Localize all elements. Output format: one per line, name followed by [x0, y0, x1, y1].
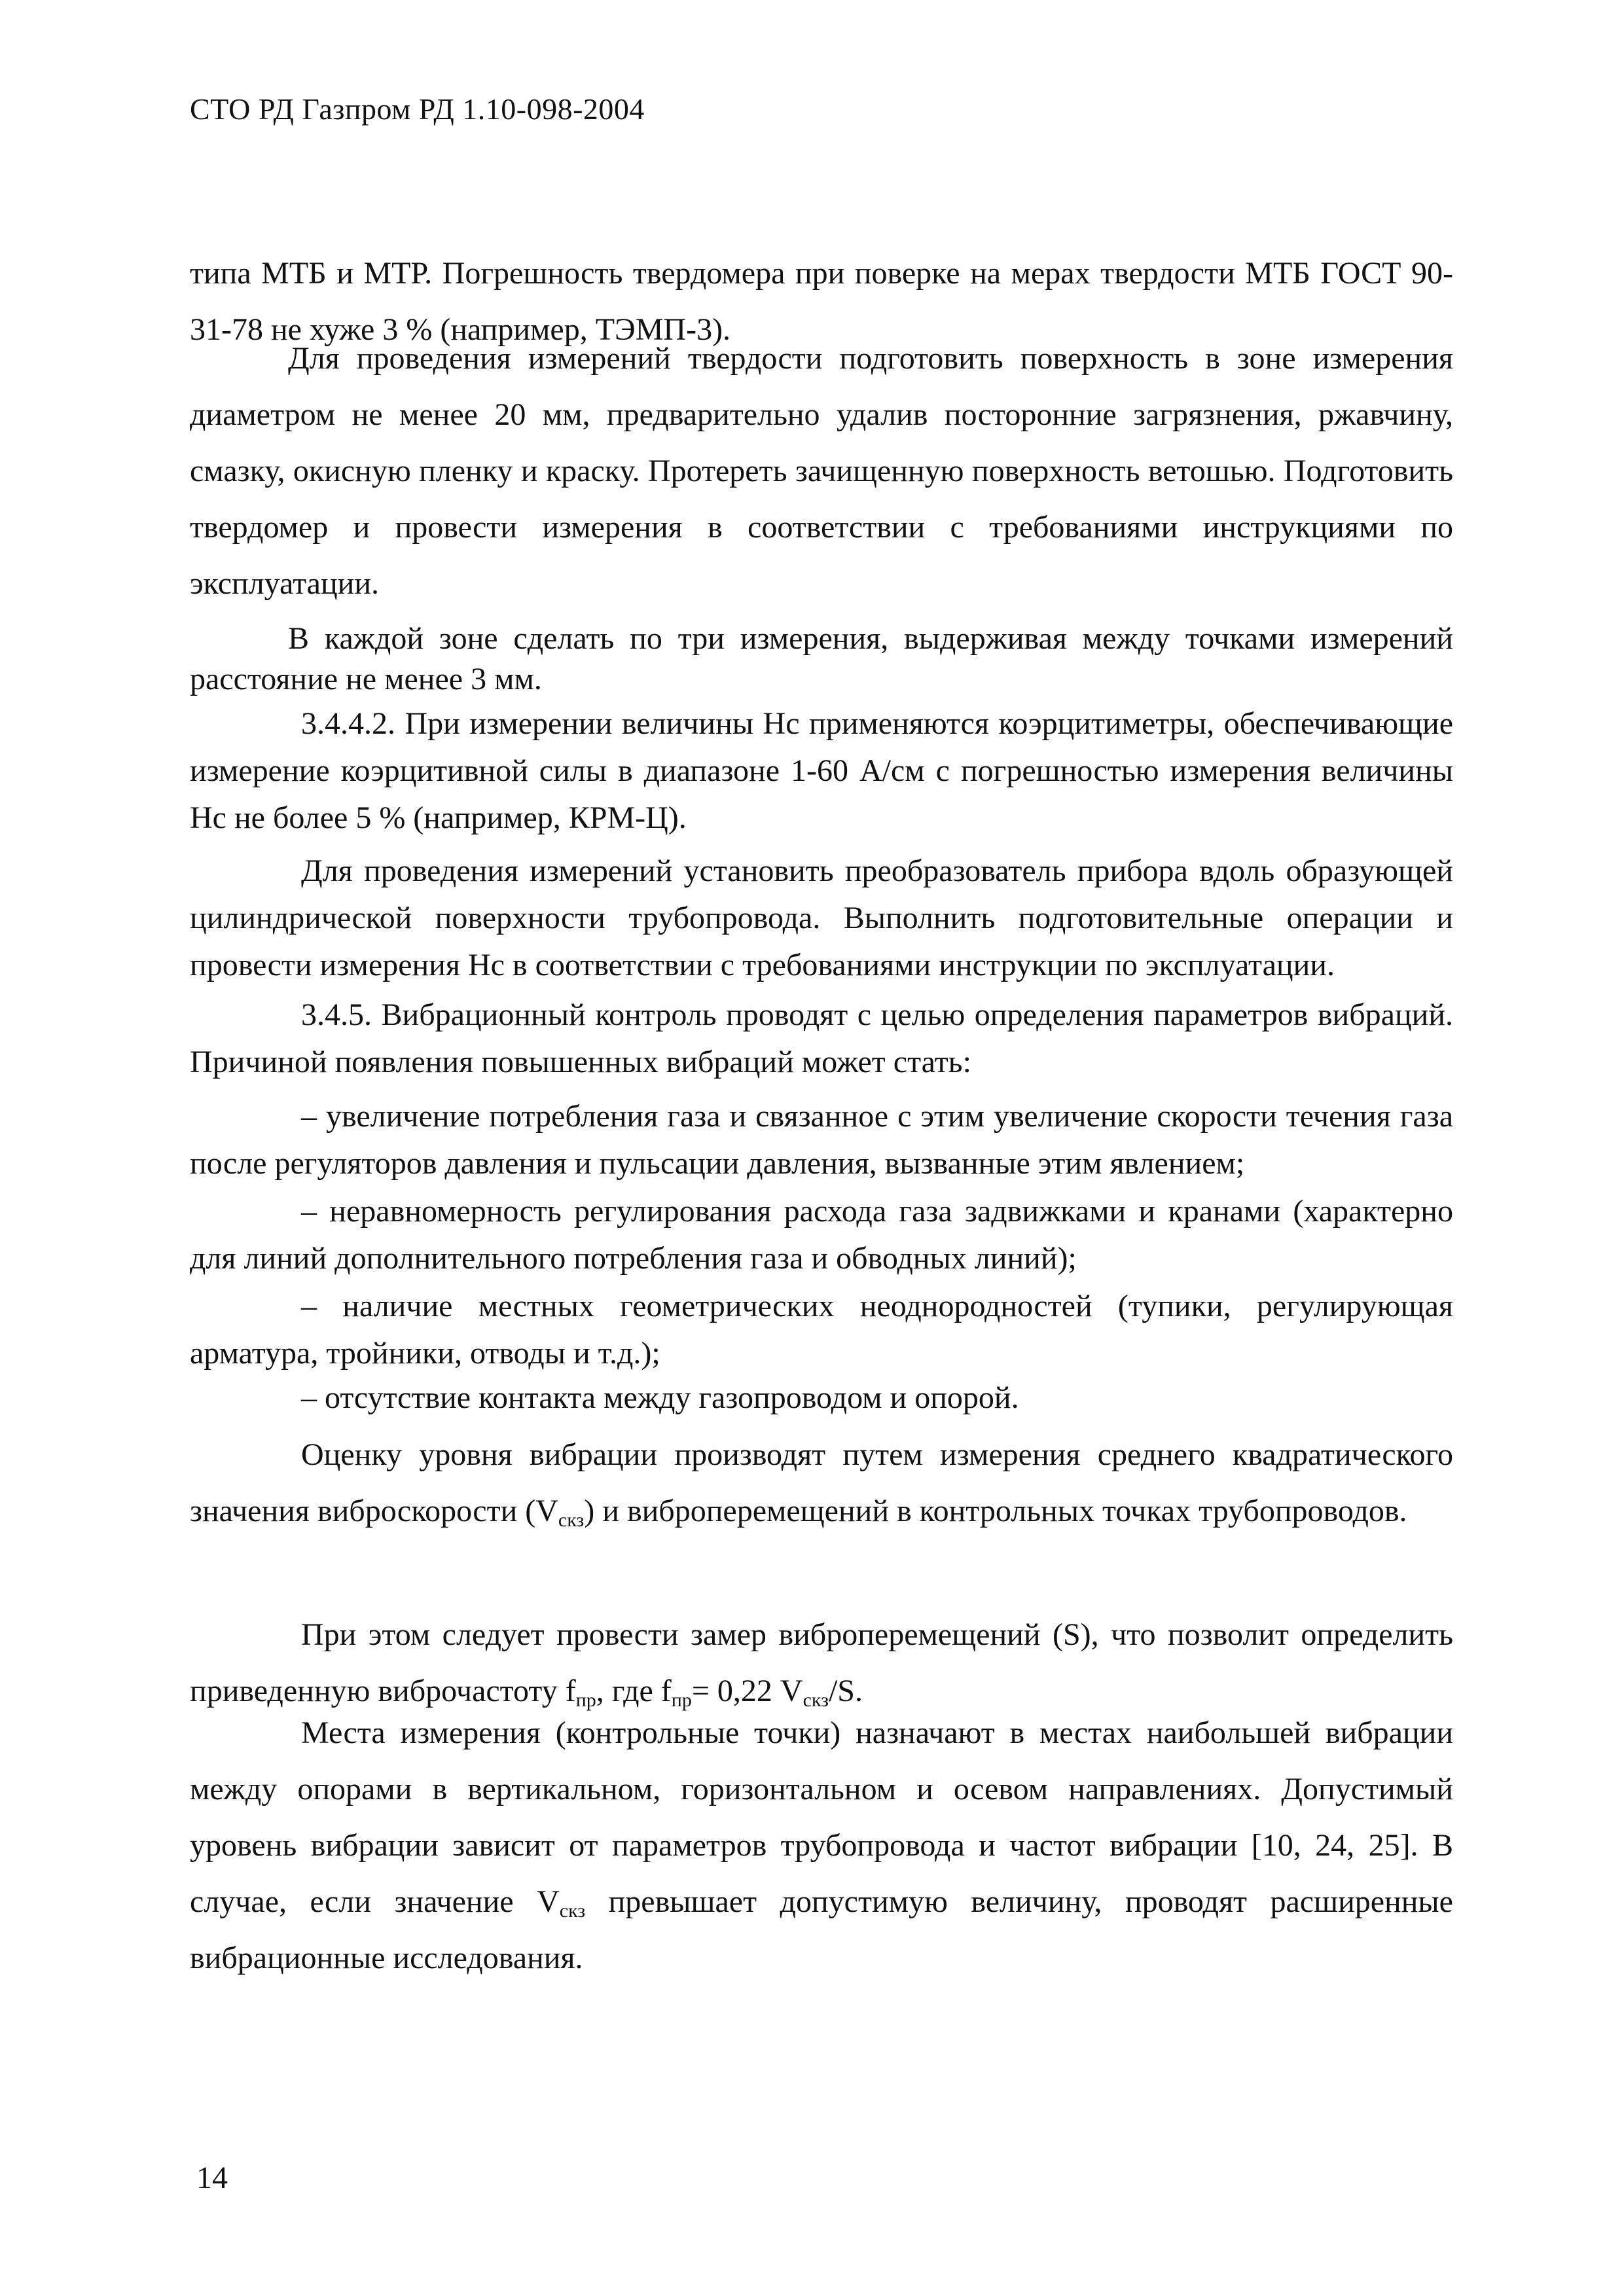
- subscript-pr: пр: [671, 1689, 692, 1711]
- list-item-no-support-contact: – отсутствие контакта между газопроводом и опорой.: [301, 1380, 1019, 1415]
- paragraph-vibration-control: 3.4.5. Вибрационный контроль проводят с целью определения параметров вибраций. Причиной появления повышенных вибраций может стать:: [190, 997, 1453, 1079]
- subscript-pr: пр: [575, 1689, 596, 1711]
- subscript-skz: скз: [803, 1689, 829, 1711]
- text-run: превышает допустимую величину, проводят расширенные вибрационные исследования.: [190, 1884, 1453, 1975]
- list-item-flow-regulation: – неравномерность регулирования расхода газа задвижками и кранами (характерно для линий дополнительного потребления газа и обводных линий);: [190, 1194, 1453, 1276]
- text-run: Оценку уровня вибрации производят путем измерения среднего квадратического значения виброскорости (V: [190, 1437, 1453, 1528]
- text-run: Места измерения (контрольные точки) назначают в местах наибольшей вибрации между опорами в вертикальном, горизонтальном и осевом направлениях. Допустимый уровень вибрации зависит от параметров трубопровода и частот вибрации [10, 24, 25]. В случае, если значение V: [190, 1715, 1453, 1919]
- text-run: ) и виброперемещений в контрольных точках трубопроводов.: [584, 1494, 1407, 1528]
- subscript-skz: скз: [558, 1509, 585, 1531]
- subscript-skz: скз: [559, 1900, 586, 1922]
- text-run: , где f: [596, 1674, 672, 1708]
- text-run: При этом следует провести замер виброперемещений (S), что позволит определить приведенную виброчастоту f: [190, 1617, 1453, 1708]
- paragraph-hardness-preparation: Для проведения измерений твердости подготовить поверхность в зоне измерения диаметром не менее 20 мм, предварительно удалив посторонние загрязнения, ржавчину, смазку, окисную пленку и краску. Протереть зачищенную поверхность ветошью. Подготовить твердомер и провести измерения в соответствии с требованиями инструкциями по эксплуатации.: [190, 341, 1453, 601]
- text-run: = 0,22 V: [691, 1674, 803, 1708]
- document-header: СТО РД Газпром РД 1.10-098-2004: [190, 92, 645, 126]
- text-run: /S.: [828, 1674, 863, 1708]
- paragraph-reduced-frequency: [190, 1607, 1453, 1719]
- paragraph-transducer-setup: Для проведения измерений установить преобразователь прибора вдоль образующей цилиндрической поверхности трубопровода. Выполнить подготовительные операции и провести измерения Нс в соответствии с требованиями инструкции по эксплуатации.: [190, 853, 1453, 982]
- paragraph-vibration-assessment: [190, 1427, 1453, 1539]
- list-item-gas-consumption: – увеличение потребления газа и связанное с этим увеличение скорости течения газа после регуляторов давления и пульсации давления, вызванные этим явлением;: [190, 1099, 1453, 1181]
- paragraph-coercimeter: 3.4.4.2. При измерении величины Нс применяются коэрцитиметры, обеспечивающие измерение коэрцитивной силы в диапазоне 1-60 А/см с погрешностью измерения величины Нс не более 5 % (например, КРМ-Ц).: [190, 706, 1453, 835]
- paragraph-three-measurements: В каждой зоне сделать по три измерения, выдерживая между точками измерений расстояние не менее 3 мм.: [190, 621, 1453, 696]
- page-number: 14: [196, 2161, 228, 2195]
- list-item-geometric-irregularities: – наличие местных геометрических неоднородностей (тупики, регулирующая арматура, тройники, отводы и т.д.);: [190, 1289, 1453, 1371]
- paragraph-measurement-points: [190, 1705, 1453, 1986]
- paragraph-hardness-tester: типа МТБ и МТР. Погрешность твердомера при поверке на мерах твердости МТБ ГОСТ 90-31-78 не хуже 3 % (например, ТЭМП-3).: [190, 256, 1453, 347]
